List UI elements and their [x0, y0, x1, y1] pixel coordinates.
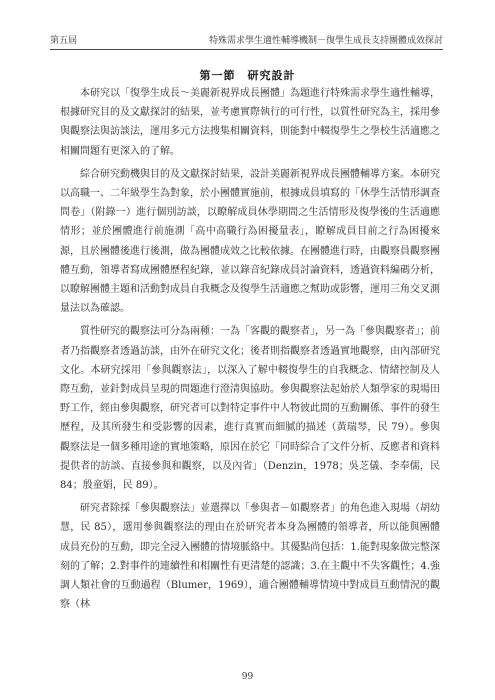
paragraph: 綜合研究動機與目的及文獻探討結果，設計美麗新視界成長團體輔導方案。本研究以高職一、二年級學生為對象，於小團體實施前，根據成員填寫的「休學生活情形調查問卷」（附錄一）進行個別訪談，以瞭解成員休學期間之生活情形及復學後的生活適應情形；並於團體進行前施測「高中高職行為困擾量表」，瞭解成員目前之行為困擾來源，且於團體後進行後測，做為團體成效之比較依據。在團體進行時，由觀察員觀察團體互動，領導者寫成團體歷程紀錄，並以錄音紀錄成員討論資料，透過資料編碼分析，以瞭解團體主題和活動對成員自我概念及復學生活適應之幫助或影響，運用三角交叉測量法以為確認。 — [60, 168, 440, 315]
paragraph: 質性研究的觀察法可分為兩種：一為「客觀的觀察者」，另一為「參與觀察者」；前者乃指觀察者透過訪談，由外在研究文化；後者則指觀察者透過實地觀察，由內部研究文化。本研究採用「參與觀察法」，以深入了解中輟復學生的自我概念、情緒控制及人際互動，並針對成員呈現的問題進行澄清與協助。參與觀察法起始於人類學家的現場田野工作，經由參與觀察，研究者可以對特定事件中人物彼此間的互動關係、事件的發生歷程，及其所發生和受影響的因素，進行真實而細膩的描述（黃瑞琴，民 79）。參與觀察法是一個多種用途的實地策略，原因在於它「同時綜合了文件分析、反應者和資料提供者的訪談、直接參與和觀察，以及內省」（Denzin，1978；吳芝儀、李奉儒，民 84；殷童娟，民 89）。 — [60, 326, 440, 492]
header-right: 特殊需求學生適性輔導機制－復學生成長支持團體成效探討 — [208, 36, 443, 46]
body-text — [60, 84, 440, 614]
section-title: 第一節 研究設計 — [199, 69, 296, 82]
page-number: 99 — [241, 672, 254, 682]
paragraph: 本研究以「復學生成長～美麗新視界成長團體」為題進行特殊需求學生適性輔導，根據研究目的及文獻探討的結果，並考慮實際執行的可行性，以質性研究為主，採用參與觀察法與訪談法，運用多元方法搜集相關資料，則能對中輟復學生之學校生活適應之相關問題有更深入的了解。 — [60, 88, 440, 157]
header-left: 第五屆 — [50, 36, 78, 46]
running-header — [50, 33, 443, 50]
paragraph: 研究者除採「參與觀察法」並選擇以「參與者－如觀察者」的角色進入現場（胡幼慧，民 85），選用參與觀察法的理由在於研究者本身為團體的領導者，所以能與團體成員充份的互動，即完全浸入團體的情境脈絡中。其優點尚包括：1.能對現象做完整深刻的了解；2.對事件的連續性和相關性有更清楚的認識；3.在主觀中不失客觀性；4.強調人類社會的互動過程（Blumer，1969），適合團體輔導情境中對成員互動情況的觀察（林 — [60, 503, 440, 611]
